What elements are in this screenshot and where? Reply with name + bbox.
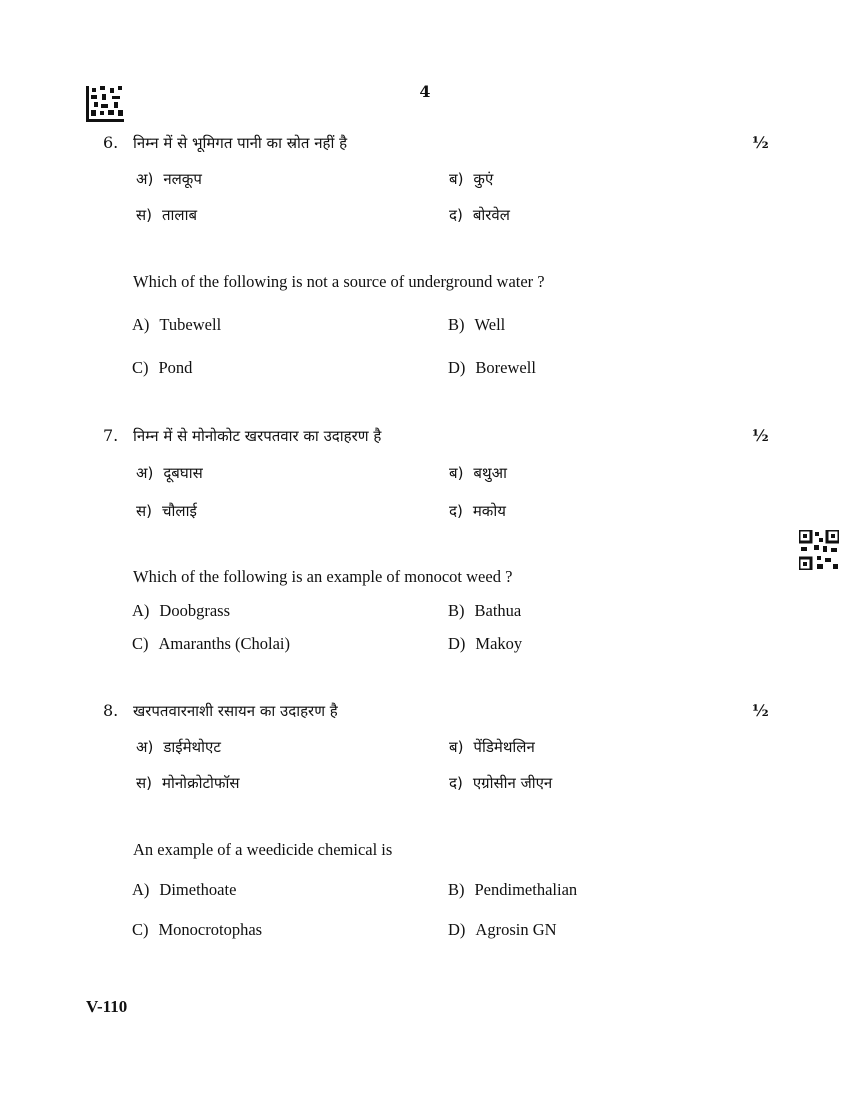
question-6-number: 6. — [103, 133, 119, 152]
option-text: दूबघास — [163, 464, 203, 482]
question-6-english-text: Which of the following is not a source of underground water ? — [133, 272, 545, 291]
question-6-hindi-option-d — [449, 205, 510, 225]
question-6-english-option-b — [448, 315, 505, 335]
paper-code-footer: V-110 — [86, 997, 128, 1016]
question-6-hindi-option-b — [449, 169, 493, 189]
option-text: डाईमेथोएट — [163, 738, 221, 756]
page-number: 4 — [419, 82, 431, 101]
option-text: Well — [474, 315, 506, 334]
question-7-marks: ½ — [752, 426, 769, 445]
question-8-english-option-a — [132, 880, 236, 900]
option-text: कुएं — [473, 170, 494, 188]
option-label: ब) — [449, 170, 464, 188]
option-text: Tubewell — [159, 315, 222, 334]
option-label: अ) — [136, 464, 154, 482]
question-8-hindi-option-a — [136, 737, 221, 757]
question-6-english-option-c — [132, 358, 192, 378]
option-label: C) — [132, 358, 149, 377]
question-6-hindi-text: निम्न में से भूमिगत पानी का स्रोत नहीं है — [133, 134, 348, 152]
option-text: Pond — [158, 358, 193, 377]
question-8-hindi-text: खरपतवारनाशी रसायन का उदाहरण है — [133, 702, 338, 720]
option-text: Borewell — [475, 358, 536, 377]
option-text: बथुआ — [473, 464, 507, 482]
question-6-hindi-option-a — [136, 169, 202, 189]
option-label: C) — [132, 634, 149, 653]
option-text: Monocrotophas — [158, 920, 263, 939]
question-8-number: 8. — [103, 701, 119, 720]
question-8-english-option-b — [448, 880, 577, 900]
option-label: D) — [448, 358, 466, 377]
question-7-hindi-option-c — [136, 501, 197, 521]
question-7-english-option-a — [132, 601, 230, 621]
question-7-hindi-option-d — [449, 501, 506, 521]
option-text: तालाब — [162, 206, 198, 224]
option-label: द) — [449, 206, 463, 224]
question-7-hindi-text: निम्न में से मोनोकोट खरपतवार का उदाहरण है — [133, 427, 382, 445]
question-8-english-text: An example of a weedicide chemical is — [133, 840, 393, 859]
question-8-hindi-option-c — [136, 773, 240, 793]
option-label: B) — [448, 315, 465, 334]
option-label: D) — [448, 920, 466, 939]
option-text: चौलाई — [162, 502, 197, 520]
option-text: Pendimethalian — [474, 880, 578, 899]
option-text: Doobgrass — [159, 601, 230, 620]
option-label: अ) — [136, 170, 154, 188]
option-label: ब) — [449, 464, 464, 482]
option-text: Agrosin GN — [475, 920, 557, 939]
option-label: द) — [449, 502, 463, 520]
option-text: Dimethoate — [159, 880, 237, 899]
option-label: ब) — [449, 738, 464, 756]
question-8-hindi-option-d — [449, 773, 552, 793]
option-label: A) — [132, 880, 150, 899]
option-label: स) — [136, 206, 152, 224]
option-text: Makoy — [475, 634, 523, 653]
question-8-english-option-c — [132, 920, 262, 940]
option-label: अ) — [136, 738, 154, 756]
option-text: बोरवेल — [472, 206, 510, 224]
question-7-hindi-option-a — [136, 463, 203, 483]
question-7-english-option-d — [448, 634, 522, 654]
question-8-english-option-d — [448, 920, 557, 940]
question-7-english-option-b — [448, 601, 521, 621]
question-7-english-option-c — [132, 634, 290, 654]
option-label: A) — [132, 601, 150, 620]
question-8-marks: ½ — [752, 701, 769, 720]
option-text: पेंडिमेथलिन — [473, 738, 535, 756]
option-text: Amaranths (Cholai) — [158, 634, 291, 653]
option-text: Bathua — [474, 601, 522, 620]
option-label: B) — [448, 880, 465, 899]
question-8-hindi-option-b — [449, 737, 535, 757]
option-text: मकोय — [472, 502, 506, 520]
option-label: स) — [136, 502, 152, 520]
option-label: D) — [448, 634, 466, 653]
question-7-hindi-option-b — [449, 463, 507, 483]
option-label: B) — [448, 601, 465, 620]
question-6-english-option-a — [132, 315, 221, 335]
option-label: द) — [449, 774, 463, 792]
option-label: A) — [132, 315, 150, 334]
question-6-marks: ½ — [752, 133, 769, 152]
option-label: स) — [136, 774, 152, 792]
option-text: एग्रोसीन जीएन — [472, 774, 553, 792]
question-7-english-text: Which of the following is an example of monocot weed ? — [133, 567, 513, 586]
option-label: C) — [132, 920, 149, 939]
option-text: नलकूप — [163, 170, 202, 188]
qr-code-icon — [799, 530, 839, 570]
question-7-number: 7. — [103, 426, 119, 445]
option-text: मोनोक्रोटोफॉस — [162, 774, 240, 792]
question-6-english-option-d — [448, 358, 536, 378]
question-6-hindi-option-c — [136, 205, 197, 225]
